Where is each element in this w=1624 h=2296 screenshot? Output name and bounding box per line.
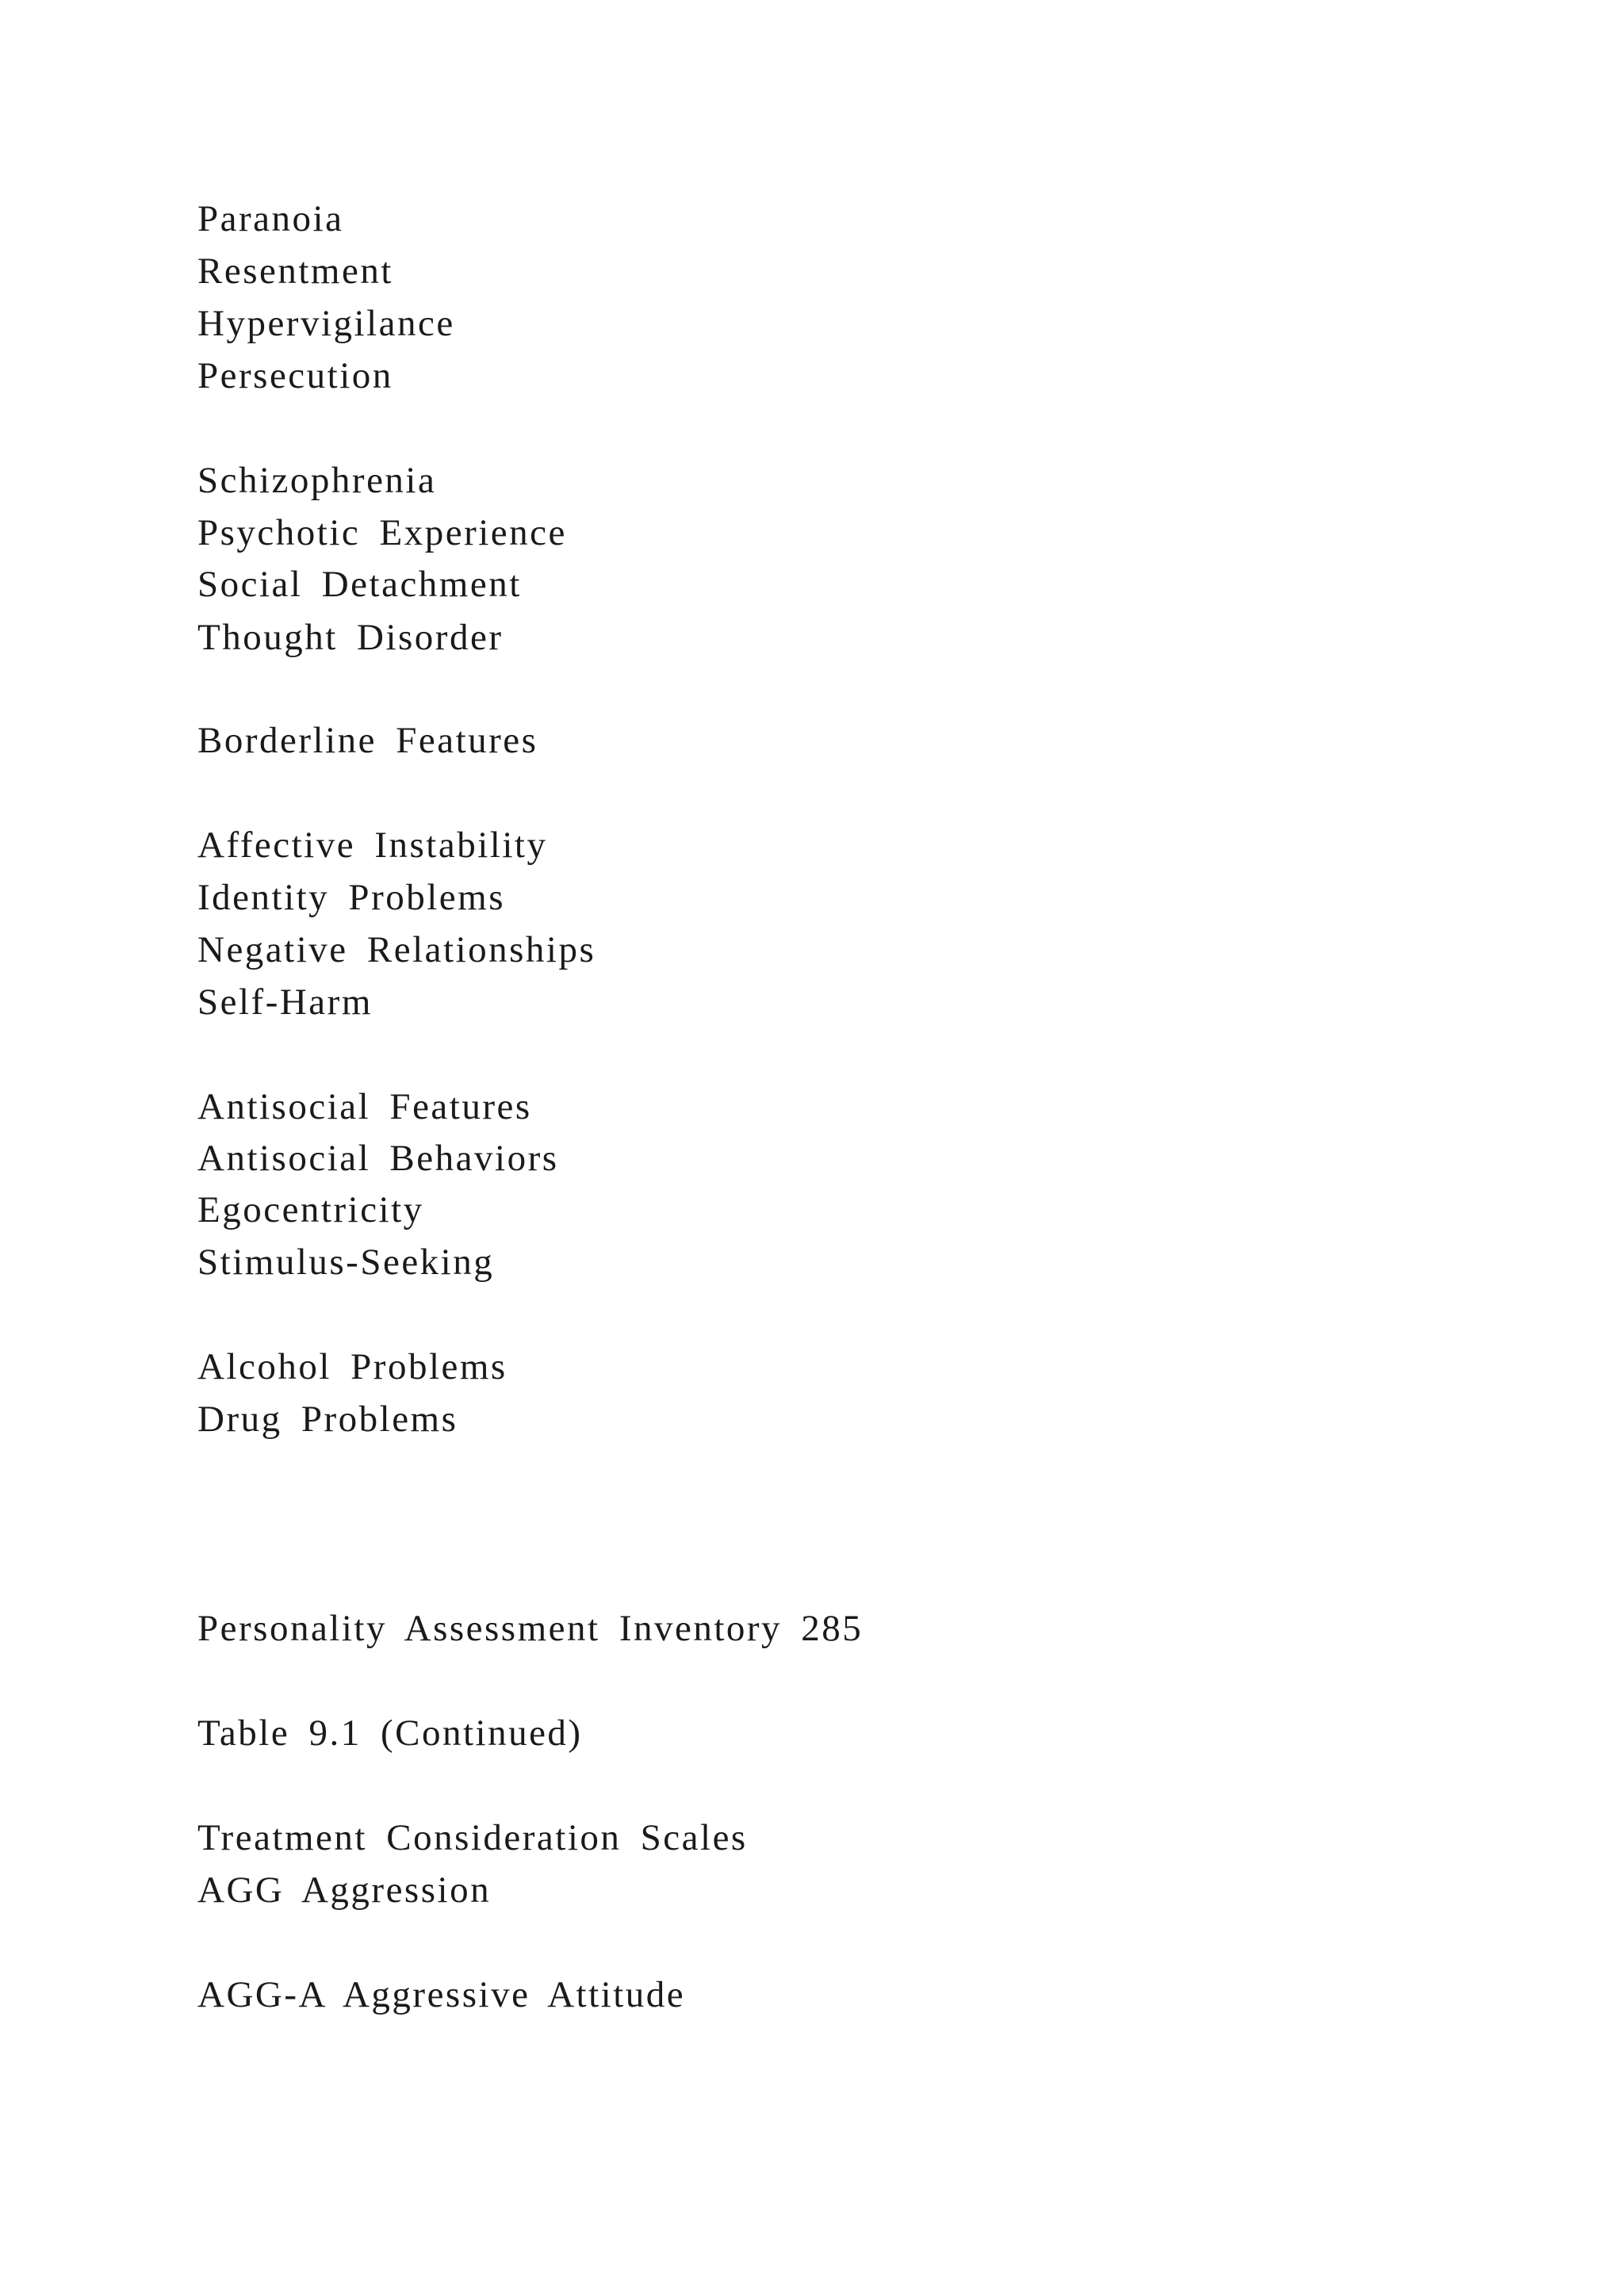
section-heading: Treatment Consideration Scales xyxy=(197,1817,748,1858)
subscale-label: Negative Relationships xyxy=(197,929,596,970)
subscale-label: Stimulus-Seeking xyxy=(197,1242,495,1283)
scale-label: Alcohol Problems xyxy=(197,1346,508,1387)
subscale-label: Affective Instability xyxy=(197,825,548,866)
subscale-label: Hypervigilance xyxy=(197,303,455,344)
table-caption: Table 9.1 (Continued) xyxy=(197,1712,583,1754)
scale-label: Drug Problems xyxy=(197,1399,458,1440)
running-header: Personality Assessment Inventory 285 xyxy=(197,1608,864,1649)
scale-label: Paranoia xyxy=(197,198,344,239)
subscale-label: Antisocial Behaviors xyxy=(197,1138,559,1179)
subscale-label: Social Detachment xyxy=(197,564,522,605)
subscale-label: Egocentricity xyxy=(197,1189,424,1230)
scale-label: AGG Aggression xyxy=(197,1869,492,1911)
subscale-label: Identity Problems xyxy=(197,877,505,918)
subscale-label: Psychotic Experience xyxy=(197,512,567,553)
scale-label: Borderline Features xyxy=(197,720,538,761)
subscale-label: Self-Harm xyxy=(197,982,373,1023)
subscale-label: Persecution xyxy=(197,355,393,396)
scale-label: Schizophrenia xyxy=(197,460,437,501)
scale-label: Antisocial Features xyxy=(197,1086,532,1127)
subscale-label: Resentment xyxy=(197,251,393,292)
subscale-label: Thought Disorder xyxy=(197,617,504,658)
subscale-label: AGG-A Aggressive Attitude xyxy=(197,1974,686,2015)
